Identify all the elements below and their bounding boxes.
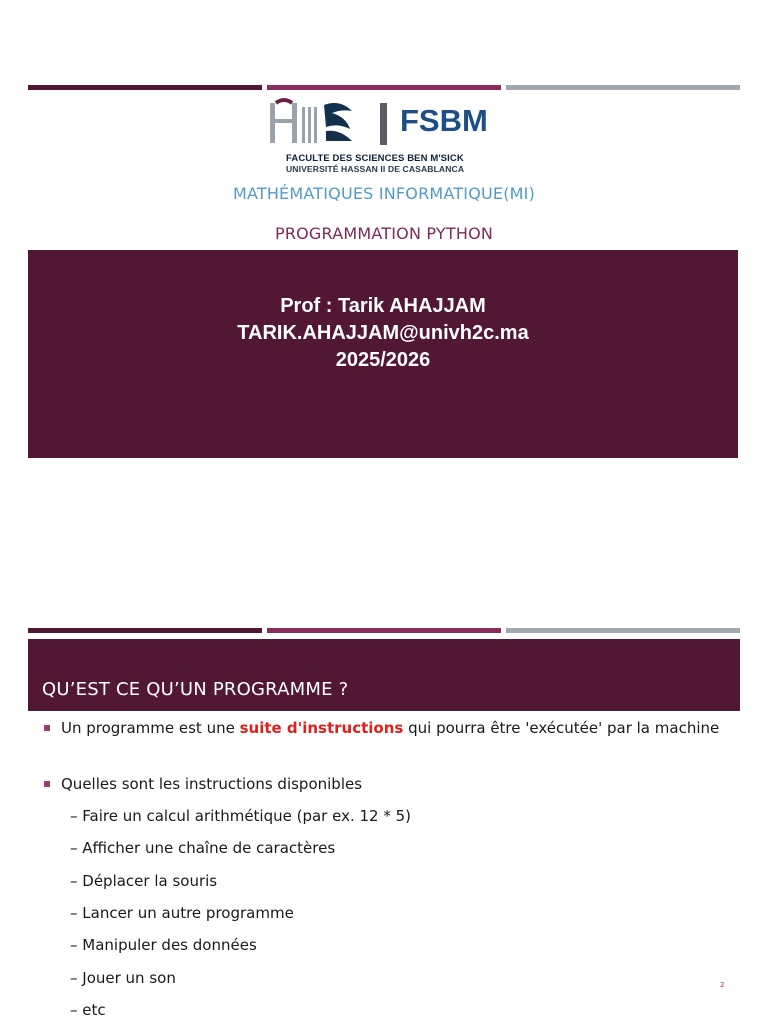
slide2-header xyxy=(28,639,740,711)
fsbm-abbr: FSBM xyxy=(400,103,488,138)
list-item: – Déplacer la souris xyxy=(70,872,218,890)
list-item: – Afficher une chaîne de caractères xyxy=(70,839,336,857)
professor-email: TARIK.AHAJJAM@univh2c.ma xyxy=(237,322,529,344)
list-item: – Jouer un son xyxy=(70,969,176,987)
course-title: PROGRAMMATION PYTHON xyxy=(274,224,494,243)
bullet-square-icon xyxy=(44,725,50,731)
bullet-instructions-text: Quelles sont les instructions disponibles xyxy=(61,775,363,793)
list-item: – etc xyxy=(70,1001,106,1019)
slide2-bar-left xyxy=(28,628,262,633)
list-item: – Faire un calcul arithmétique (par ex. 12 * 5) xyxy=(70,807,412,825)
slide2-title: QU’EST CE QU’UN PROGRAMME ? xyxy=(42,679,349,700)
top-bar-right xyxy=(506,85,740,90)
bullet-text-after: qui pourra être 'exécutée' par la machine xyxy=(403,719,720,737)
professor-name: Prof : Tarik AHAJJAM xyxy=(280,295,486,317)
top-bar-middle xyxy=(267,85,501,90)
list-item: – Manipuler des données xyxy=(70,936,257,954)
top-bar-left xyxy=(28,85,262,90)
page-number: 2 xyxy=(720,981,725,989)
university-logo xyxy=(266,97,506,179)
program-title: MATHÉMATIQUES INFORMATIQUE(MI) xyxy=(232,184,536,203)
logo-faculty-name: FACULTE DES SCIENCES BEN M'SICK xyxy=(286,153,464,164)
bullet-instructions xyxy=(61,772,721,796)
list-item: – Lancer un autre programme xyxy=(70,904,294,922)
title-banner xyxy=(28,250,738,458)
logo-university-name: UNIVERSITÉ HASSAN II DE CASABLANCA xyxy=(286,164,465,174)
slide2-bar-middle xyxy=(267,628,501,633)
highlighted-term: suite d'instructions xyxy=(239,719,404,737)
bullet-text-before: Un programme est une xyxy=(61,719,240,737)
bullet-definition xyxy=(61,716,721,740)
bullet-square-icon xyxy=(44,781,50,787)
slide2-bar-right xyxy=(506,628,740,633)
academic-year: 2025/2026 xyxy=(335,349,431,371)
